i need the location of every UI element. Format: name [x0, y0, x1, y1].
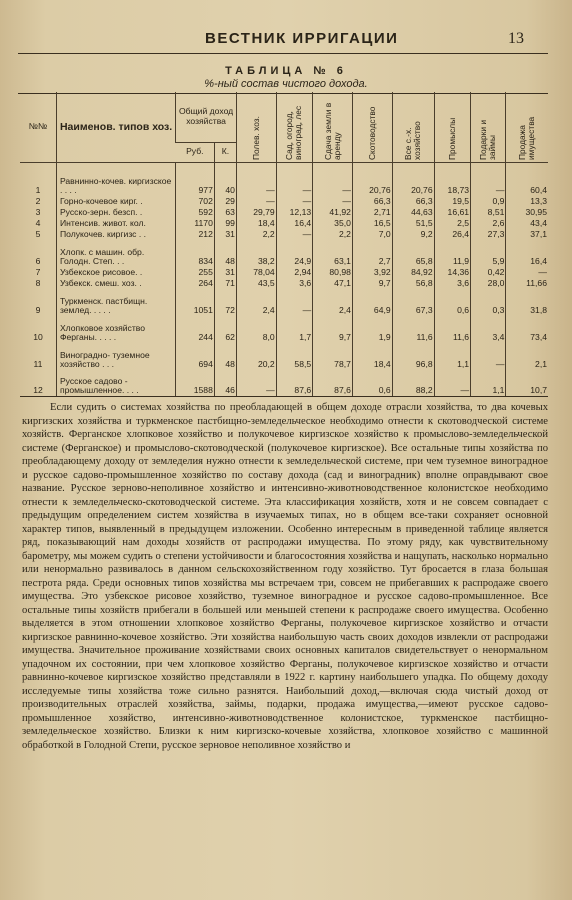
cell-gifts: 27,3 — [471, 228, 506, 239]
cell-gifts: 2,6 — [471, 217, 506, 228]
table-row — [20, 369, 548, 396]
cell-garden: — — [276, 228, 312, 239]
body-text — [22, 401, 548, 752]
table-subcaption: %-ный состав чистого дохода. — [204, 78, 368, 90]
cell-rub: 1051 — [176, 288, 215, 315]
cell-rub: 255 — [176, 266, 215, 277]
cell-num: 4 — [35, 217, 41, 228]
cell-trades: 3,6 — [434, 277, 470, 288]
cell-garden: 58,5 — [276, 342, 312, 369]
cell-trades: — — [434, 369, 470, 396]
table-row — [20, 315, 548, 342]
cell-gifts: — — [471, 342, 506, 369]
cell-leasing: 35,0 — [313, 217, 353, 228]
cell-cattle: 2,71 — [352, 206, 392, 217]
cell-agriculture: 88,2 — [392, 369, 434, 396]
cell-kop: 46 — [214, 369, 236, 396]
cell-field: 2,4 — [236, 288, 276, 315]
cell-kop: 48 — [214, 239, 236, 266]
cell-name: Русско-зерн. безсп. . — [56, 206, 175, 217]
table-row — [20, 228, 548, 239]
cell-name: Равнинно-кочев. киргизское . . . . — [56, 162, 175, 195]
cell-property: 10,7 — [506, 369, 548, 396]
cell-property: 16,4 — [506, 239, 548, 266]
cell-cattle: 66,3 — [352, 195, 392, 206]
cell-agriculture: 65,8 — [392, 239, 434, 266]
cell-property: 60,4 — [506, 162, 548, 195]
cell-leasing: 41,92 — [313, 206, 353, 217]
cell-num: 6 — [35, 255, 41, 266]
header-rule — [18, 53, 548, 54]
cell-property: 37,1 — [506, 228, 548, 239]
cell-garden: 12,13 — [276, 206, 312, 217]
cell-field: — — [236, 162, 276, 195]
table-row — [20, 162, 548, 195]
cell-leasing: 47,1 — [313, 277, 353, 288]
cell-name: Узбекск. смеш. хоз. . — [56, 277, 175, 288]
col-income-header: Общий доход хозяйства — [176, 92, 237, 142]
cell-agriculture: 11,6 — [392, 315, 434, 342]
cell-cattle: 20,76 — [352, 162, 392, 195]
cell-property: 31,8 — [506, 288, 548, 315]
cell-gifts: 8,51 — [471, 206, 506, 217]
cell-agriculture: 66,3 — [392, 195, 434, 206]
cell-gifts: 1,1 — [471, 369, 506, 396]
table-row — [20, 217, 548, 228]
page-number: 13 — [508, 30, 524, 47]
cell-rub: 1588 — [176, 369, 215, 396]
col-kop-header: К. — [214, 142, 236, 162]
cell-field: 78,04 — [236, 266, 276, 277]
cell-name: Туркменск. пастбищн. землед. . . . . — [56, 288, 175, 315]
cell-leasing: 2,4 — [313, 288, 353, 315]
cell-trades: 16,61 — [434, 206, 470, 217]
cell-cattle: 9,7 — [352, 277, 392, 288]
cell-rub: 212 — [176, 228, 215, 239]
cell-num: 12 — [20, 369, 56, 396]
cell-cattle: 1,9 — [352, 315, 392, 342]
col-field-header: Полев. хоз. — [236, 92, 276, 162]
cell-agriculture: 9,2 — [392, 228, 434, 239]
cell-cattle: 3,92 — [352, 266, 392, 277]
cell-field: 20,2 — [236, 342, 276, 369]
cell-garden: 2,94 — [276, 266, 312, 277]
cell-field: — — [236, 195, 276, 206]
table-row — [20, 342, 548, 369]
cell-num: 3 — [35, 206, 41, 217]
cell-leasing: — — [313, 195, 353, 206]
cell-agriculture: 20,76 — [392, 162, 434, 195]
cell-rub: 244 — [176, 315, 215, 342]
cell-name: Узбекское рисовое. . — [56, 266, 175, 277]
cell-property: 73,4 — [506, 315, 548, 342]
cell-rub: 264 — [176, 277, 215, 288]
cell-kop: 31 — [214, 266, 236, 277]
cell-kop: 62 — [214, 315, 236, 342]
cell-rub: 1170 — [176, 217, 215, 228]
cell-kop: 40 — [214, 162, 236, 195]
cell-agriculture: 44,63 — [392, 206, 434, 217]
col-property-header: Продажа имущества — [506, 92, 548, 162]
cell-trades: 14,36 — [434, 266, 470, 277]
cell-gifts: 0,3 — [471, 288, 506, 315]
journal-title: ВЕСТНИК ИРРИГАЦИИ — [205, 30, 399, 47]
table-row — [20, 195, 548, 206]
cell-kop: 48 — [214, 342, 236, 369]
cell-cattle: 2,7 — [352, 239, 392, 266]
cell-name: Интенсив. живот. кол. — [56, 217, 175, 228]
cell-kop: 99 — [214, 217, 236, 228]
cell-garden: 16,4 — [276, 217, 312, 228]
cell-kop: 29 — [214, 195, 236, 206]
cell-gifts: 0,9 — [471, 195, 506, 206]
cell-field: 2,2 — [236, 228, 276, 239]
table-row — [20, 206, 548, 217]
cell-trades: 0,6 — [434, 288, 470, 315]
table-body — [20, 162, 548, 396]
cell-garden: 24,9 — [276, 239, 312, 266]
cell-num: 8 — [35, 277, 41, 288]
cell-leasing: 78,7 — [313, 342, 353, 369]
cell-leasing: 87,6 — [313, 369, 353, 396]
cell-num: 2 — [35, 195, 41, 206]
table-row — [20, 239, 548, 266]
cell-kop: 71 — [214, 277, 236, 288]
cell-field: 43,5 — [236, 277, 276, 288]
cell-name: Горно-кочевое кирг. . — [56, 195, 175, 206]
cell-trades: 19,5 — [434, 195, 470, 206]
cell-name: Полукочев. киргизс . . — [56, 228, 175, 239]
col-num-header: №№ — [20, 92, 56, 162]
cell-rub: 702 — [176, 195, 215, 206]
cell-garden: 3,6 — [276, 277, 312, 288]
cell-property: 30,95 — [506, 206, 548, 217]
cell-cattle: 64,9 — [352, 288, 392, 315]
cell-rub: 592 — [176, 206, 215, 217]
cell-name: Хлопк. с машин. обр. Голодн. Степ. . . — [56, 239, 175, 266]
cell-agriculture: 67,3 — [392, 288, 434, 315]
cell-cattle: 0,6 — [352, 369, 392, 396]
cell-rub: 694 — [176, 342, 215, 369]
cell-agriculture: 84,92 — [392, 266, 434, 277]
cell-property: 2,1 — [506, 342, 548, 369]
table-caption: ТАБЛИЦА № 6 — [225, 65, 347, 77]
cell-leasing: 2,2 — [313, 228, 353, 239]
cell-agriculture: 96,8 — [392, 342, 434, 369]
col-agriculture-header: Все с.-х. хозяйство — [392, 92, 434, 162]
cell-leasing: 80,98 — [313, 266, 353, 277]
cell-name: Русское садово - промышленное. . . . — [56, 369, 175, 396]
cell-leasing: 63,1 — [313, 239, 353, 266]
col-name-header: Наименов. типов хоз. — [56, 92, 175, 162]
cell-rub: 834 — [176, 239, 215, 266]
cell-trades: 11,9 — [434, 239, 470, 266]
table-row — [20, 288, 548, 315]
cell-trades: 18,73 — [434, 162, 470, 195]
cell-name: Виноградно- туземное хозяйство . . . — [56, 342, 175, 369]
cell-gifts: 5,9 — [471, 239, 506, 266]
cell-field: 29,79 — [236, 206, 276, 217]
cell-property: 13,3 — [506, 195, 548, 206]
cell-property: 43,4 — [506, 217, 548, 228]
cell-agriculture: 56,8 — [392, 277, 434, 288]
cell-num: 9 — [35, 304, 41, 315]
cell-num: 10 — [33, 331, 43, 342]
cell-kop: 31 — [214, 228, 236, 239]
cell-kop: 72 — [214, 288, 236, 315]
cell-trades: 2,5 — [434, 217, 470, 228]
table-row — [20, 266, 548, 277]
cell-cattle: 16,5 — [352, 217, 392, 228]
cell-agriculture: 51,5 — [392, 217, 434, 228]
cell-gifts: 28,0 — [471, 277, 506, 288]
cell-kop: 63 — [214, 206, 236, 217]
col-leasing-header: Сдача земли в аренду — [313, 92, 353, 162]
cell-garden: 87,6 — [276, 369, 312, 396]
col-garden-header: Сад, огород, виноград, лес — [276, 92, 312, 162]
cell-leasing: 9,7 — [313, 315, 353, 342]
page-header — [0, 28, 572, 52]
col-trades-header: Промыслы — [434, 92, 470, 162]
cell-trades: 26,4 — [434, 228, 470, 239]
cell-garden: 1,7 — [276, 315, 312, 342]
cell-cattle: 7,0 — [352, 228, 392, 239]
cell-field: 18,4 — [236, 217, 276, 228]
body-paragraph: Если судить о системах хозяйства по преобладающей в общем доходе отрасли хозяйства, то два кочевых киргизских хозяйства и туркменское пастбищно-земледельческое необходимо отнести к скотоводческой системе хозяйств. Ферганское хлопковое хозяйство и полукочевое киргизское хозяйство к промыслово-земледельческой системе (Ферганское) и промыслово-скотоводческой (полукочевое киргизское). Все остальные типы хозяйства по преобладающему доходу от земледелия нужно отнести к земледельческой системе, при чем туземное виноградное и русское садово-промышленное хозяйство по составу дохода (сад и виноградник) вполне оправдывают свое название. Русское зерново-неполивное хозяйство и интенсивно-животноводственное колонистское необходимо отнести к земледельческо-скотоводческой системе. Эта классификация хозяйств, хотя и не совсем совпадает с предыдущим определением систем хозяйства в изучаемых типах, но в общем все-таки сохраняет основной характер типов, выявленный в предыдущем изложении. Особенно интересным в приведенной таблице является ряд, показывающий нам доходы хозяйств от распродажи имущества. По этому ряду, как чувствительному барометру, мы можем судить о степени устойчивости и благосостояния хозяйства и нащупать, насколько нормально или ненормально развивалось в данном сельскохозяйственном году хозяйство. Тут бросается в глаза большая пестрота ряда. Среди основных типов хозяйства мы встречаем три, совсем не прибегавших к распродаже своего имущества. Это узбекское рисовое хозяйство, туземное виноградное и русское садово-промышленное. Все остальные типы хозяйств прибегали в большей или меньшей степени к распродаже своего имущества. Особенно выделяется в этом отношении хлопковое хозяйство Ферганы, полукочевое киргизское хозяйство и отчасти киргизское равнинно-кочевое хозяйство. Эти хозяйства наибольшую часть своих доходов извлекли от распродажи имущества. Значительное проживание хозяйствами своих основных капиталов свидетельствует о ненормальном упадочном их состоянии, при чем хлопковое хозяйство Ферганы, полукочевое киргизское хозяйство и отчасти равнинно-кочевое киргизское хозяйство представляли в 1922 г. картину наибольшего упадка. По общему доходу исследуемые типы хозяйства тоже сильно разнятся. Наибольший доход,—включая сюда чистый доход от производительных отраслей хозяйства, займы, подарки, продажа имущества,—имеют русское садово-промышленное хозяйство, интенсивно-животноводственное колонистское, туркменское пастбищно-земледельческое хозяйство. Близки к ним киргизско-кочевые хозяйства, хлопковое хозяйство с машинной обработкой в Голодной Степи, русское зерновое неполивное хозяйство и — [22, 402, 548, 751]
cell-name: Хлопковое хозяйство Ферганы. . . . . — [56, 315, 175, 342]
cell-rub: 977 — [176, 162, 215, 195]
cell-garden: — — [276, 162, 312, 195]
cell-num: 7 — [35, 266, 41, 277]
cell-gifts: 3,4 — [471, 315, 506, 342]
cell-field: 38,2 — [236, 239, 276, 266]
cell-cattle: 18,4 — [352, 342, 392, 369]
col-rub-header: Руб. — [176, 142, 215, 162]
income-composition-table — [20, 92, 548, 397]
cell-garden: — — [276, 195, 312, 206]
cell-gifts: 0,42 — [471, 266, 506, 277]
cell-field: 8,0 — [236, 315, 276, 342]
cell-gifts: — — [471, 162, 506, 195]
cell-leasing: — — [313, 162, 353, 195]
col-gifts-header: Подарки и займы — [471, 92, 506, 162]
cell-num: 11 — [33, 358, 43, 369]
cell-trades: 1,1 — [434, 342, 470, 369]
cell-property: 11,66 — [506, 277, 548, 288]
cell-property: — — [506, 266, 548, 277]
col-cattle-header: Скотоводство — [352, 92, 392, 162]
table-row — [20, 277, 548, 288]
cell-num: 5 — [35, 228, 41, 239]
cell-trades: 11,6 — [434, 315, 470, 342]
cell-num: 1 — [35, 184, 41, 195]
cell-field: — — [236, 369, 276, 396]
cell-garden: — — [276, 288, 312, 315]
